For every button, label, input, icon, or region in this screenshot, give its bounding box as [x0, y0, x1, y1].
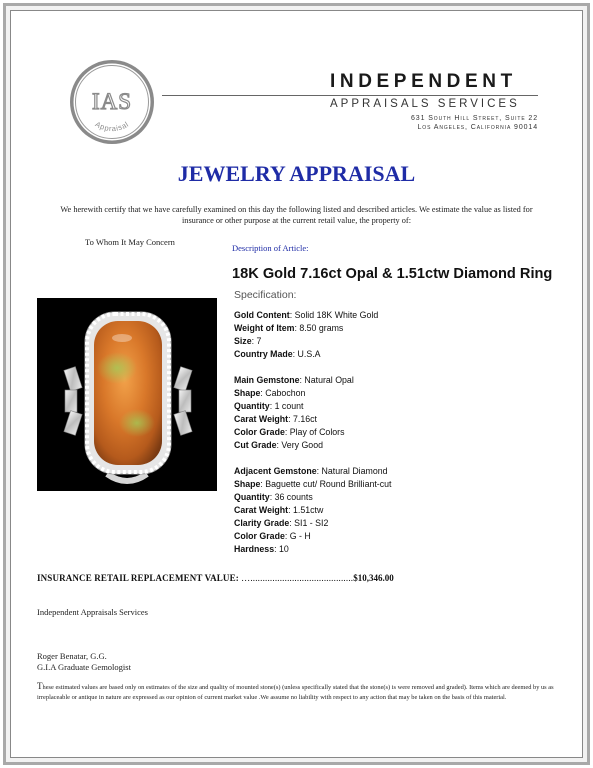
spec-key: Carat Weight [234, 505, 289, 515]
spec-row [234, 374, 354, 387]
spec-group-metal [234, 309, 378, 361]
spec-separator: : [274, 544, 279, 554]
spec-separator: : [269, 492, 275, 502]
item-title: 18K Gold 7.16ct Opal & 1.51ctw Diamond Ring [232, 266, 553, 282]
spec-key: Quantity [234, 401, 270, 411]
spec-row [234, 439, 354, 452]
spec-group-adjacent-gemstone [234, 465, 391, 556]
ias-logo-icon [68, 58, 156, 146]
spec-row [234, 309, 378, 322]
signer-title: G.I.A Graduate Gemologist [37, 662, 131, 672]
spec-row [234, 530, 391, 543]
spec-row [234, 387, 354, 400]
insurance-value-line [37, 573, 394, 583]
spec-key: Size [234, 336, 252, 346]
spec-row [234, 322, 378, 335]
address-line-2: Los Angeles, California 90014 [417, 124, 538, 131]
disclaimer-first-letter: T [37, 681, 43, 691]
spec-value: 10 [278, 544, 289, 554]
spec-key: Color Grade [234, 427, 285, 437]
spec-separator: : [260, 479, 266, 489]
spec-group-main-gemstone [234, 374, 354, 452]
spec-row [234, 426, 354, 439]
spec-separator: : [289, 518, 295, 528]
spec-value: U.S.A [297, 349, 321, 359]
spec-key: Color Grade [234, 531, 285, 541]
spec-separator: : [288, 414, 293, 424]
signer-name: Roger Benatar, G.G. [37, 651, 107, 661]
spec-value: Natural Diamond [321, 466, 388, 476]
specification-label: Specification: [234, 289, 297, 301]
recipient: To Whom It May Concern [85, 237, 175, 247]
spec-value: 1.51ctw [292, 505, 324, 515]
spec-row [234, 491, 391, 504]
insurance-dots: ….......................................... [241, 573, 354, 583]
spec-separator: : [284, 427, 290, 437]
disclaimer-text: hese estimated values are based only on estimates of the size and quality of mounted stone(s) (unless specifically stated that the stone(s) is were removed and graded). Items which are deemed by us as irreplaceable or antique in nature are expressed as our opinion of current market value .We assume no liability with respect to any action that may be taken on the basis of this material. [37, 684, 554, 701]
spec-row [234, 517, 391, 530]
insurance-value: $10,346.00 [353, 573, 394, 583]
spec-key: Main Gemstone [234, 375, 300, 385]
footer-company: Independent Appraisals Services [37, 607, 148, 617]
spec-row [234, 335, 378, 348]
spec-value: 1 count [274, 401, 304, 411]
ring-photo [37, 298, 217, 491]
spec-row [234, 543, 391, 556]
spec-key: Hardness [234, 544, 275, 554]
signer-block [37, 651, 131, 673]
spec-key: Quantity [234, 492, 270, 502]
spec-value: 8.50 grams [299, 323, 344, 333]
spec-key: Country Made [234, 349, 293, 359]
spec-separator: : [288, 505, 293, 515]
spec-separator: : [284, 531, 290, 541]
logo-ring-text: Appraisal [93, 119, 131, 134]
spec-key: Clarity Grade [234, 518, 290, 528]
company-subtitle: APPRAISALS SERVICES [330, 98, 520, 110]
header-divider [162, 95, 538, 96]
insurance-label: INSURANCE RETAIL REPLACEMENT VALUE: [37, 573, 239, 583]
spec-key: Gold Content [234, 310, 290, 320]
spec-key: Shape [234, 479, 261, 489]
spec-row [234, 413, 354, 426]
spec-value: G - H [289, 531, 311, 541]
spec-row [234, 465, 391, 478]
address-line-1: 631 South Hill Street, Suite 22 [411, 115, 538, 122]
spec-value: Natural Opal [304, 375, 354, 385]
certification-text: We herewith certify that we have carefully examined on this day the following listed and described articles. We estimate the value as listed for insurance or other purpose at the current retail value, the property of: [60, 205, 533, 225]
spec-separator: : [316, 466, 322, 476]
company-name: INDEPENDENT [330, 71, 517, 92]
spec-key: Adjacent Gemstone [234, 466, 317, 476]
spec-row [234, 400, 354, 413]
spec-separator: : [292, 349, 298, 359]
spec-row [234, 348, 378, 361]
spec-key: Cut Grade [234, 440, 277, 450]
spec-value: Solid 18K White Gold [294, 310, 379, 320]
spec-value: 7.16ct [292, 414, 317, 424]
spec-key: Weight of Item [234, 323, 295, 333]
spec-value: SI1 - SI2 [294, 518, 329, 528]
description-label: Description of Article: [232, 243, 309, 253]
spec-separator: : [251, 336, 257, 346]
spec-value: 36 counts [274, 492, 313, 502]
spec-value: 7 [256, 336, 262, 346]
spec-separator: : [289, 310, 295, 320]
spec-value: Baguette cut/ Round Brilliant-cut [265, 479, 392, 489]
disclaimer [37, 682, 557, 702]
spec-value: Cabochon [265, 388, 306, 398]
spec-separator: : [269, 401, 275, 411]
spec-separator: : [260, 388, 266, 398]
spec-separator: : [299, 375, 305, 385]
spec-row [234, 478, 391, 491]
spec-separator: : [276, 440, 282, 450]
page-title: JEWELRY APPRAISAL [177, 161, 416, 186]
spec-key: Carat Weight [234, 414, 289, 424]
spec-value: Play of Colors [289, 427, 345, 437]
spec-row [234, 504, 391, 517]
spec-value: Very Good [281, 440, 323, 450]
spec-separator: : [294, 323, 300, 333]
logo-letters: IAS [91, 89, 133, 114]
spec-key: Shape [234, 388, 261, 398]
